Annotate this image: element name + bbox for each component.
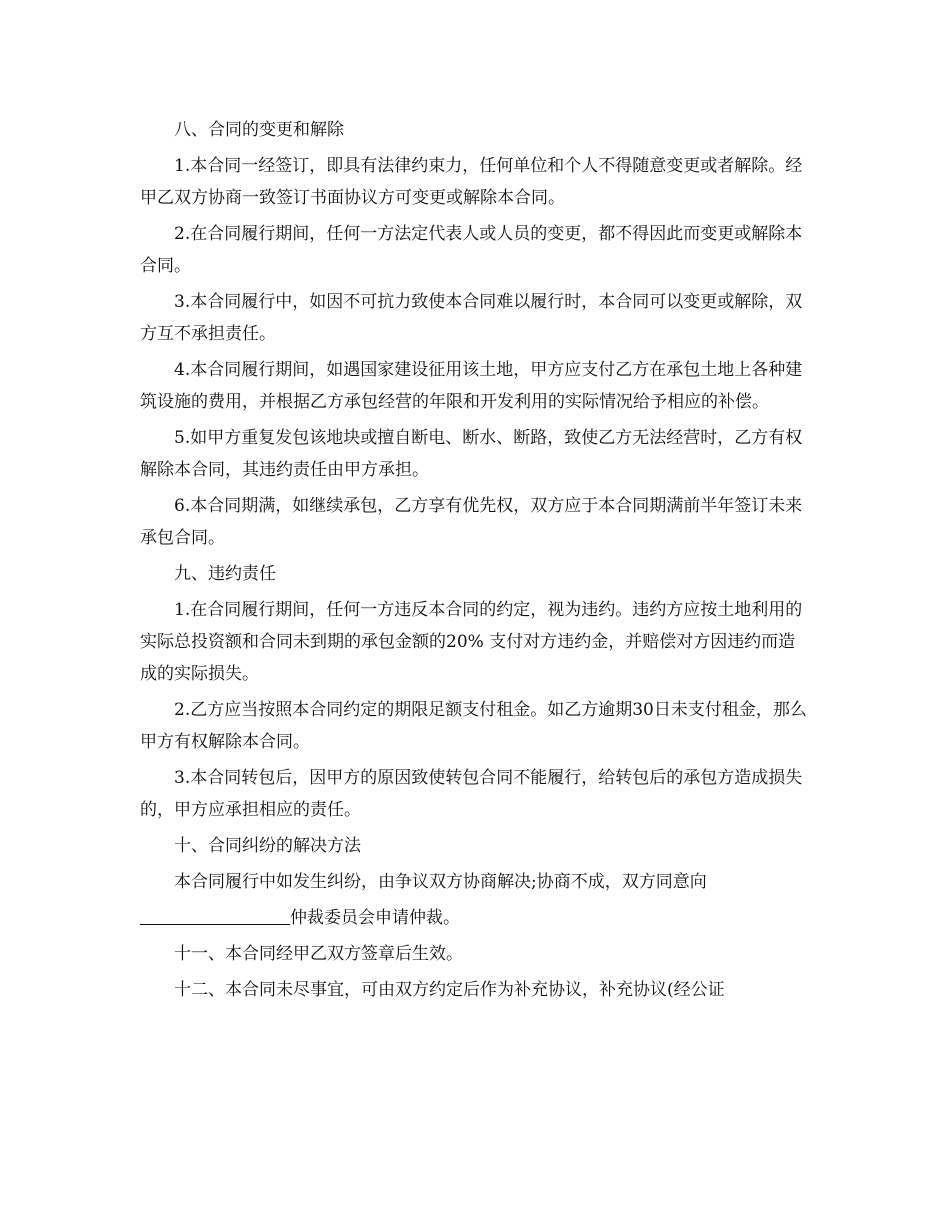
section-9-item-1: 1.在合同履行期间，任何一方违反本合同的约定，视为违约。违约方应按土地利用的实际总投资额和合同未到期的承包金额的20% 支付对方违约金，并赔偿对方因违约而造成的实际损失。 [140, 600, 803, 684]
section-12-text: 十二、本合同未尽事宜，可由双方约定后作为补充协议，补充协议(经公证 [174, 980, 725, 1000]
section-9-heading: 九、违约责任 [174, 564, 276, 584]
section-8-item-5: 5.如甲方重复发包该地块或擅自断电、断水、断路，致使乙方无法经营时，乙方有权解除本合同，其违约责任由甲方承担。 [140, 428, 803, 480]
section-8-item-6: 6.本合同期满，如继续承包，乙方享有优先权，双方应于本合同期满前半年签订未来承包合同。 [140, 496, 803, 548]
document-page [140, 114, 810, 1010]
section-9-item-3: 3.本合同转包后，因甲方的原因致使转包合同不能履行，给转包后的承包方造成损失的，甲方应承担相应的责任。 [140, 768, 803, 820]
section-8-item-2: 2.在合同履行期间，任何一方法定代表人或人员的变更，都不得因此而变更或解除本合同。 [140, 224, 803, 276]
section-8-item-4: 4.本合同履行期间，如遇国家建设征用该土地，甲方应支付乙方在承包土地上各种建筑设施的费用，并根据乙方承包经营的年限和开发利用的实际情况给予相应的补偿。 [140, 360, 803, 412]
arbitration-committee-blank [140, 902, 290, 925]
section-9-item-2: 2.乙方应当按照本合同约定的期限足额支付租金。如乙方逾期30日未支付租金，那么甲方有权解除本合同。 [140, 700, 807, 752]
section-10-line2-suffix: 仲裁委员会申请仲裁。 [290, 908, 460, 928]
section-11-text: 十一、本合同经甲乙双方签章后生效。 [174, 944, 463, 964]
section-8-item-1: 1.本合同一经签订，即具有法律约束力，任何单位和个人不得随意变更或者解除。经甲乙双方协商一致签订书面协议方可变更或解除本合同。 [140, 156, 803, 208]
section-10-arbitration-line [140, 902, 810, 934]
section-8-heading: 八、合同的变更和解除 [174, 120, 344, 140]
section-10-body [140, 866, 810, 898]
section-8-item-3: 3.本合同履行中，如因不可抗力致使本合同难以履行时，本合同可以变更或解除，双方互不承担责任。 [140, 292, 803, 344]
section-10-line1: 本合同履行中如发生纠纷，由争议双方协商解决;协商不成，双方同意向 [174, 872, 707, 892]
section-10-heading: 十、合同纠纷的解决方法 [174, 836, 361, 856]
